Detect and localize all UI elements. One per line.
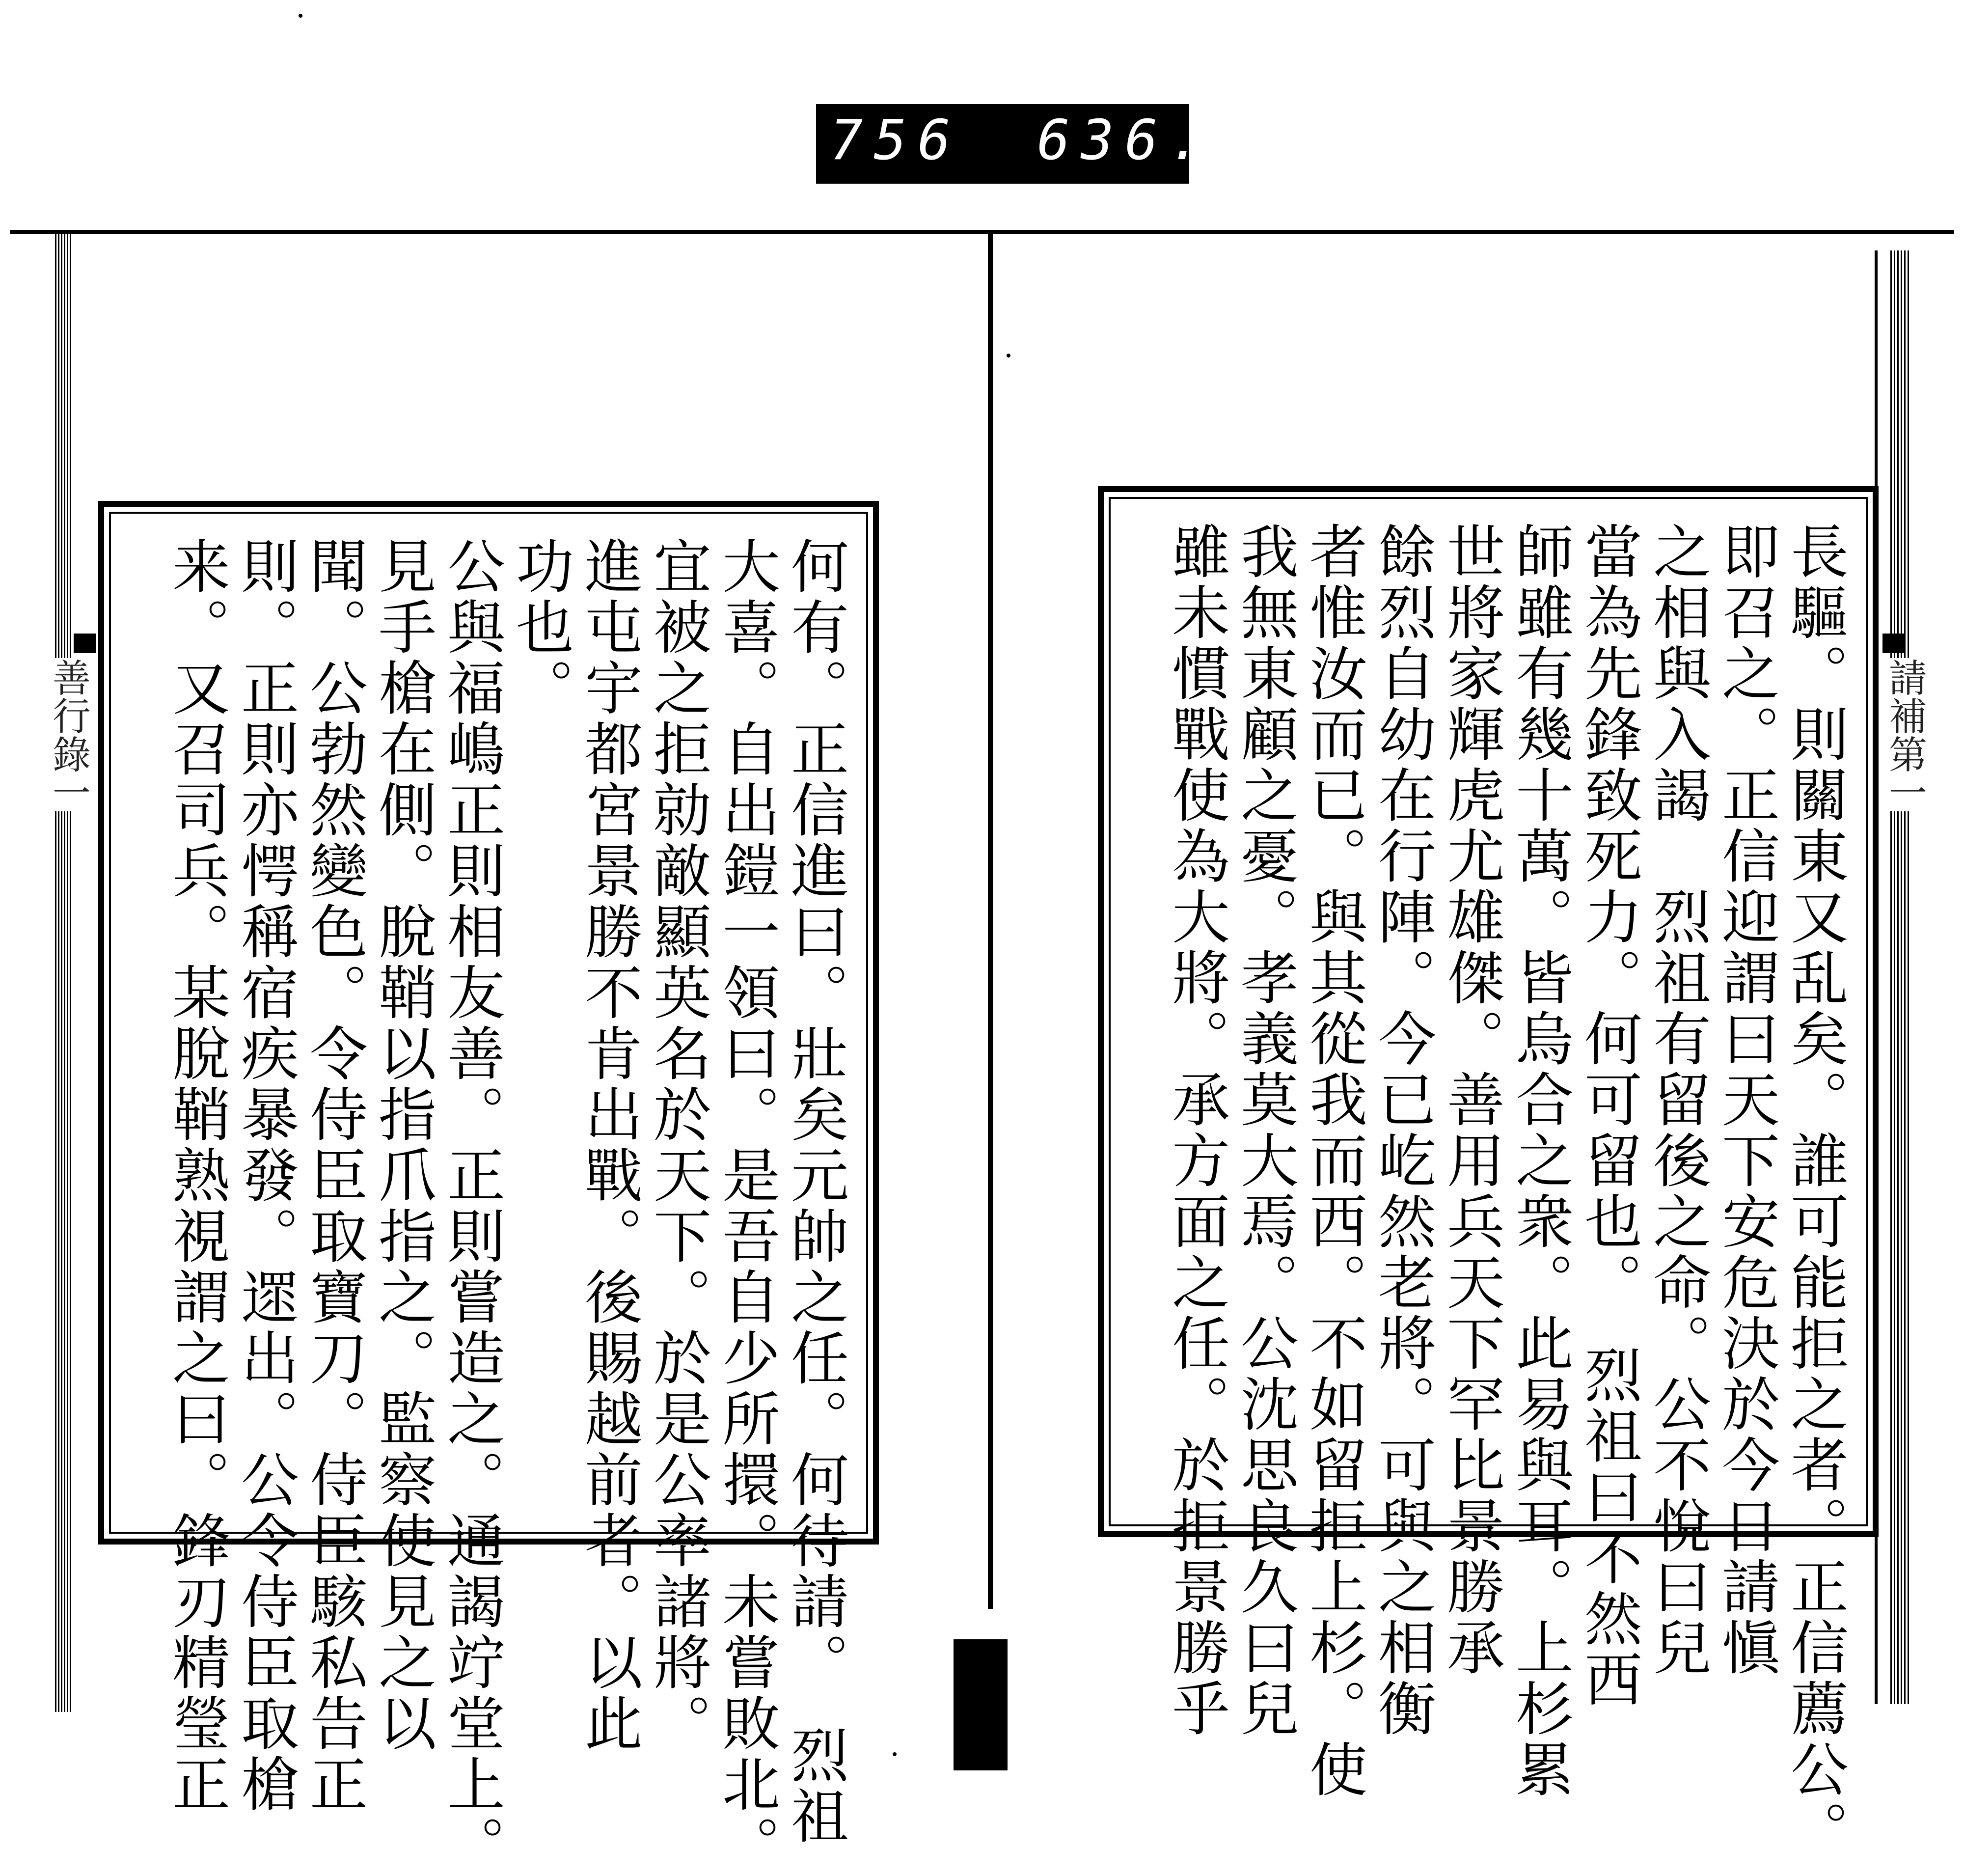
scan-speck (299, 14, 302, 18)
left-page-panel (98, 501, 879, 1876)
left-page-edge (55, 234, 73, 1712)
page-number-label (816, 104, 1213, 184)
right-edge-label: 請補第一 (1882, 658, 1927, 811)
scan-speck (893, 1752, 897, 1756)
left-page-text: 何有。正信進曰。壯矣元帥之任。何待請。 烈祖 大喜。自出鎧一領曰。是吾自少所擐。未嘗敗北。 宜被之拒勍敵顯英名於天下。於是公率諸將。 進屯宇都宮景勝不肯出戰。後賜越前者。以此 功也。 公與福嶋正則相友善。正則嘗造之。通謁竚堂上。 見手槍在側。脫鞘以指爪指之。監察使見之以 聞。公勃然變色。令侍臣取寶刀。侍臣駭私告正 則。正則亦愕稱宿疾暴發。遝出。公令侍臣取槍 来。又召司兵。某脫鞘熟視謂之曰。鋒刃精瑩正 (163, 536, 849, 1876)
book-spine (988, 234, 993, 1609)
right-edge-tab-mark (1882, 634, 1905, 653)
scan-speck (1007, 354, 1010, 358)
left-edge-label: 善行錄一 (46, 658, 90, 811)
left-edge-tab-mark (74, 634, 96, 653)
right-page-panel (1098, 486, 1879, 1861)
right-page-text: 長驅。則關東又乱矣。誰可能拒之者。正信薦公。 即召之。正信迎謂曰天下安危決於今日請愼 之相與入謁 烈祖有留後之命。公不悅曰兒 當為先鋒致死力。何可留也。 烈祖曰不然西 師雖有幾十萬。皆烏合之衆。此易與耳。上杉累 世將家輝虎尤雄傑。善用兵天下罕比景勝承 餘烈自幼在行陣。今已屹然老將。可與之相衡 者惟汝而已。與其從我而西。不如留拒上杉。使 我無東顧之憂。孝義莫大焉。公沈思良久曰兒 雖未慣戰使為大將。承方面之任。於拒景勝乎 (1162, 522, 1849, 1861)
right-page-number: 636. (1037, 109, 1213, 172)
left-page-number: 756 (830, 109, 962, 172)
right-page-edge (1890, 250, 1910, 1704)
top-rule (10, 230, 1954, 234)
spine-tab (954, 1639, 1008, 1770)
